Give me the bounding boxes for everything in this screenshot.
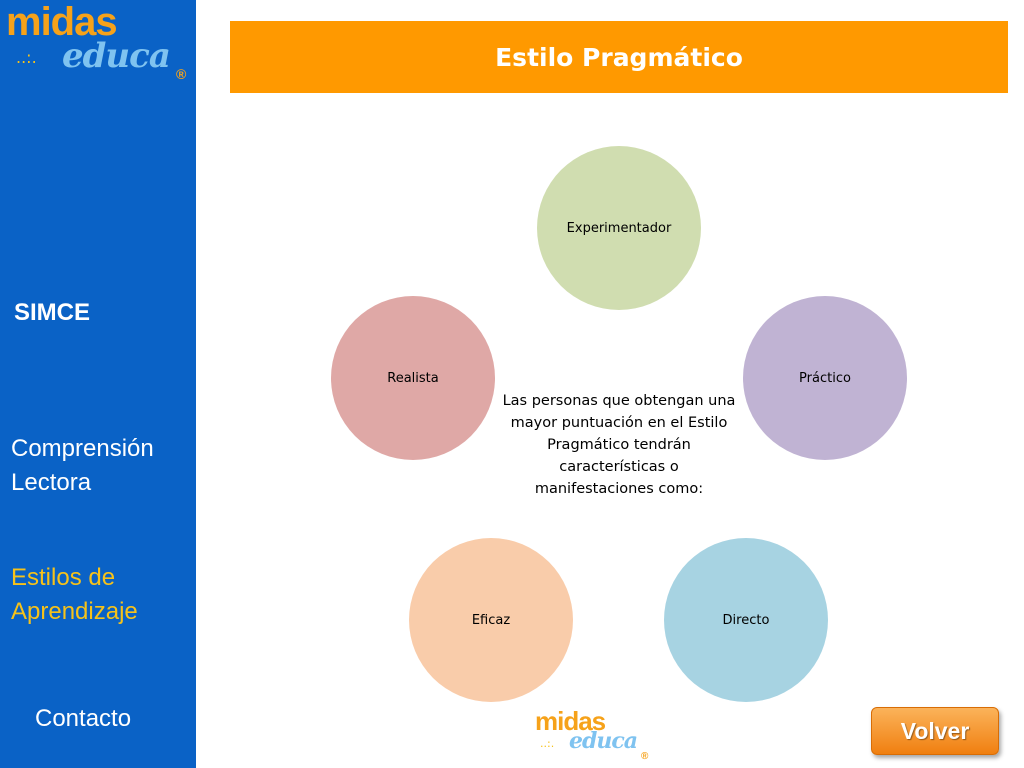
logo-educa-text: educa — [569, 728, 638, 754]
logo-dots: ..:. — [540, 737, 555, 750]
circle-label: Práctico — [799, 370, 851, 386]
nav-contacto[interactable]: Contacto — [35, 705, 132, 732]
logo-educa-text: educa — [62, 36, 170, 76]
registered-mark: ® — [176, 66, 187, 82]
midas-educa-logo[interactable] — [6, 0, 192, 88]
page-header — [230, 21, 1008, 93]
circle-directo — [664, 538, 828, 702]
logo-midas-text: midas — [535, 706, 606, 736]
logo-midas-text: midas — [6, 0, 117, 44]
volver-button[interactable] — [871, 707, 999, 755]
page-title: Estilo Pragmático — [495, 42, 743, 72]
circle-label: Realista — [387, 370, 439, 386]
circle-experimentador — [537, 146, 701, 310]
sidebar — [0, 0, 196, 768]
logo-dots: ..:. — [16, 48, 37, 67]
registered-mark: ® — [641, 751, 649, 762]
diagram-center-text: Las personas que obtengan una mayor puntuación en el Estilo Pragmático tendrán características o manifestaciones como: — [502, 393, 736, 497]
circle-label: Experimentador — [566, 220, 672, 236]
circle-label: Eficaz — [471, 612, 511, 628]
circle-label: Directo — [722, 612, 770, 628]
nav-simce[interactable]: SIMCE — [14, 299, 91, 326]
nav-estilos-de-aprendizaje[interactable]: Estilos de Aprendizaje — [11, 564, 138, 625]
nav-comprension-lectora[interactable]: Comprensión Lectora — [11, 435, 154, 496]
circle-realista — [331, 296, 495, 460]
circle-eficaz — [409, 538, 573, 702]
volver-label: Volver — [900, 717, 970, 744]
circle-practico — [743, 296, 907, 460]
footer-logo — [535, 708, 655, 766]
